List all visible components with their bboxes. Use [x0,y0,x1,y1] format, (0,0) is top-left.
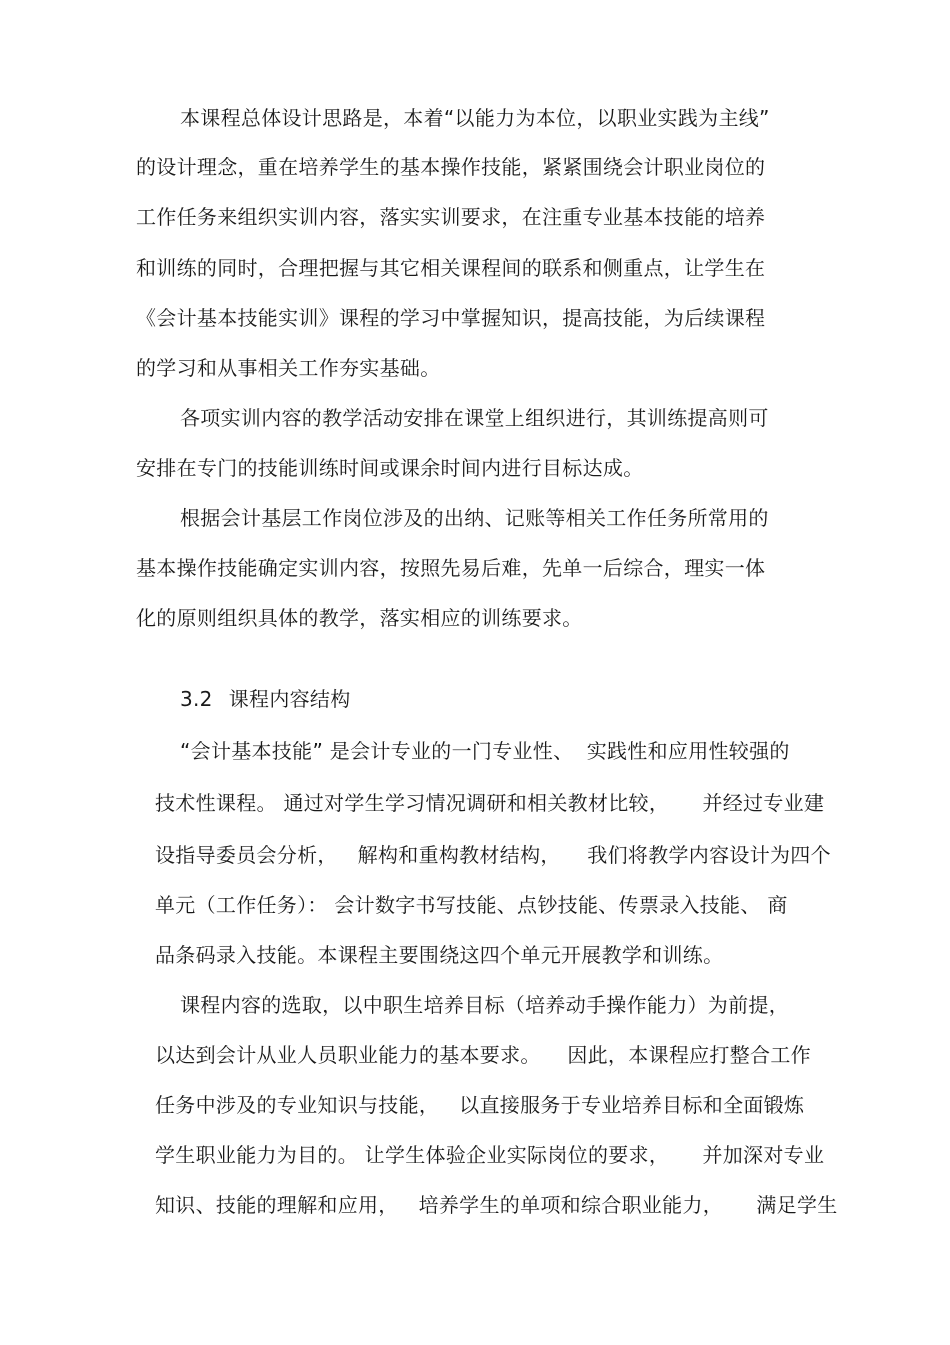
para4-line-4: 单元（工作任务）： 会计数字书写技能、点钞技能、传票录入技能、 商 [155,893,788,917]
para1-line-4: 和训练的同时，合理把握与其它相关课程间的联系和侧重点，让学生在 [136,256,766,280]
section-number: 3.2 [180,687,213,711]
para4-line-1: “会计基本技能” 是会计专业的一门专业性、 实践性和应用性较强的 [180,739,790,763]
para2-line-1: 各项实训内容的教学活动安排在课堂上组织进行，其训练提高则可 [180,406,769,430]
para3-line-2: 基本操作技能确定实训内容，按照先易后难，先单一后综合，理实一体 [136,556,766,580]
para5-line-3: 任务中涉及的专业知识与技能， 以直接服务于专业培养目标和全面锻炼 [155,1093,805,1117]
para5-line-2: 以达到会计从业人员职业能力的基本要求。 因此，本课程应打整合工作 [155,1043,811,1067]
para1-line-2: 的设计理念，重在培养学生的基本操作技能，紧紧围绕会计职业岗位的 [136,155,766,179]
para1-line-6: 的学习和从事相关工作夯实基础。 [136,356,441,380]
para1-line-3: 工作任务来组织实训内容，落实实训要求，在注重专业基本技能的培养 [136,205,766,229]
para2-line-2: 安排在专门的技能训练时间或课余时间内进行目标达成。 [136,456,644,480]
section-heading [180,685,351,713]
para4-line-5: 品条码录入技能。本课程主要围绕这四个单元开展教学和训练。 [155,943,724,967]
para5-line-5: 知识、技能的理解和应用， 培养学生的单项和综合职业能力， 满足学生 [155,1193,838,1217]
para1-line-1: 本课程总体设计思路是，本着“以能力为本位，以职业实践为主线” [180,106,770,130]
para4-line-2: 技术性课程。 通过对学生学习情况调研和相关教材比较， 并经过专业建 [155,791,825,815]
section-title: 课程内容结构 [228,687,351,711]
para5-line-4: 学生职业能力为目的。 让学生体验企业实际岗位的要求， 并加深对专业 [155,1143,825,1167]
para1-line-5: 《会计基本技能实训》课程的学习中掌握知识，提高技能，为后续课程 [136,306,766,330]
para3-line-1: 根据会计基层工作岗位涉及的出纳、记账等相关工作任务所常用的 [180,506,769,530]
para3-line-3: 化的原则组织具体的教学，落实相应的训练要求。 [136,606,583,630]
para4-line-3: 设指导委员会分析， 解构和重构教材结构， 我们将教学内容设计为四个 [155,843,831,867]
para5-line-1: 课程内容的选取，以中职生培养目标（培养动手操作能力）为前提， [180,993,789,1017]
